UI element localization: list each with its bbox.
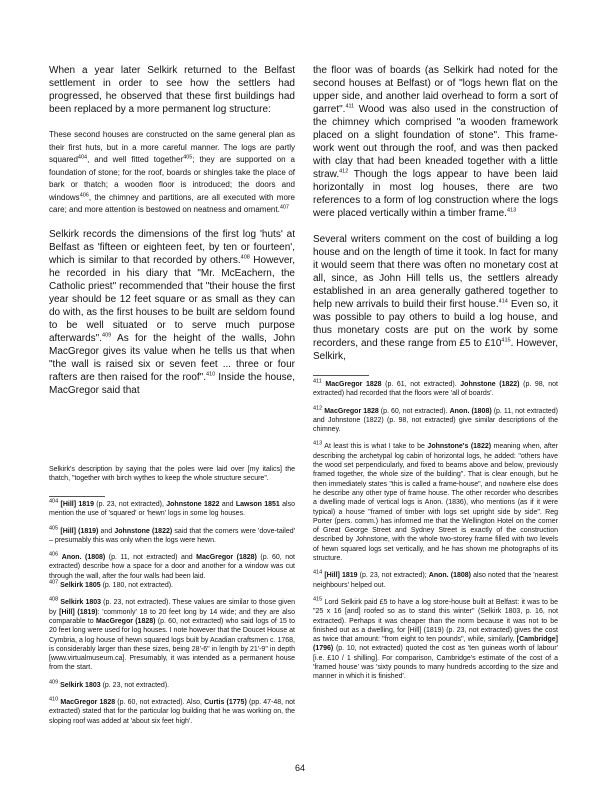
footnote-406: $^{406}$ Anon. (1808) (p. 11, not extracted) and MacGregor (1828) (p. 60, not extracted) describe how a space for a door and another for a window was cut through the wall, after the four walls had been laid. (49, 551, 295, 580)
left-footnote-list (49, 500, 295, 726)
left-column (49, 64, 295, 397)
right-paragraph-1: the floor was of boards (as Selkirk had noted for the second houses at Belfast) or of "logs hewn flat on the upper side, and another laid overhead to form a sort of garret".$^{411}$ Wood was also used in the construction of the chimney which comprised "a wooden framework placed on a slight foundation of stone". This frame-work went out through the roof, and was then packed with clay that had been kneaded together with a little straw.$^{412}$ Though the logs appear to have been laid horizontally in most log houses, there are two references to a form of log construction where the logs were placed vertically within a timber frame.$^{413}$ (313, 65, 558, 219)
footnote-410: $^{410}$ MacGregor 1828 (p. 60, not extracted). Also, Curtis (1775) (pp. 47-48, not extracted) stated that for the particular log building that he was working on, the sloping roof was added at 'about six feet high'. (49, 696, 295, 725)
footnote-rule-right (313, 375, 369, 376)
footnote-407: $^{407}$ Selkirk 1805 (p. 180, not extracted). (49, 579, 173, 590)
footnote-405: $^{405}$ [Hill] (1819) and Johnstone (1822) said that the corners were 'dove-tailed' – presumably this was only when the logs were hewn. (49, 525, 295, 544)
right-column (313, 64, 558, 363)
left-paragraph-2: Selkirk records the dimensions of the first log 'huts' at Belfast as 'fifteen or eighteen feet, by ten or fourteen', which is similar to that recorded by others.$^{408}$ However, he recorded in his diary that "Mr. McEachern, the Catholic priest" recommended that "their house the first year should be 12 feet square or as small as they can do with, as the first houses to be built are seldom found to be well situated or to serve much purpose afterwards".$^{409}$ As for the height of the walls, John MacGregor gives its value when he tells us that when "the wall is raised six or seven feet ... three or four rafters are then raised for the roof".$^{410}$ Inside the house, MacGregor said that (49, 228, 296, 396)
footnote-415: $^{415}$ Lord Selkirk paid £5 to have a log store-house built at Belfast: it was to be "25 x 16 [and] roofed so as to stand this winter" (Selkirk 1803, p. 16, not extracted). Perhaps it was cheaper than the norm because it was not to be finished out as a dwelling, for [Hill] (1819) (p. 23, not extracted) gives the cost as twice that amount: "from eight to ten pounds", while, similarly, [Cambridge] (1796) (p. 10, not extracted) quoted the cost as 'ten guineas worth of labour' [i.e. £10 / 1 shilling]. For comparison, Cambridge's estimate of the cost of a 'framed house' was 'sixty pounds to many hundreds according to the size and manner in which it is finished'. (313, 596, 558, 681)
footnote-413: $^{413}$ At least this is what I take to be Johnstone's (1822) meaning when, after describing the archetypal log cabin of horizontal logs, he added: "others have the wood set perpendicularly, and fixed to beams above and below, previously framed together, the whole size of the building". That is clear enough, but he then immediately states "this is called a frame-house", and nowhere else does he describe any other type of frame house. The other recorder who describes a dwelling made of vertical logs is Anon. (1836), who mentions (as if it were typical) a house "framed of timber with logs set upright side by side". Reg Porter (pers. comm.) has informed me that the Wellington Hotel on the corner of Great George Street and Sydney Street is exactly of the construction described by Johnstone, with the whole two-storey frame filled with two levels of hewn squared logs set vertically, and he has shown me photographs of its structure. (313, 441, 559, 563)
footnote-411: $^{411}$ MacGregor 1828 (p. 61, not extracted). Johnstone (1822) (p. 98, not extracted) had recorded that the floors were 'all of boards'. (313, 378, 558, 398)
footnote-409: $^{409}$ Selkirk 1803 (p. 23, not extracted). (49, 679, 170, 689)
footnote-412: $^{412}$ MacGregor 1828 (p. 60, not extracted). Anon. (1808) (p. 11, not extracted) and Johnstone (1822) (p. 98, not extracted) give similar descriptions of the chimney. (313, 405, 559, 434)
footnote-continuation: Selkirk's description by saying that the poles were laid over [my italics] the thatch, "together with birch wythes to keep the whole structure secure". (49, 466, 295, 483)
footnote-rule (49, 496, 105, 497)
right-paragraph-2: Several writers comment on the cost of building a log house and on the length of time it took. In fact for many it would seem that there was often no monetary cost at all, since, as John Hill tells us, the settlers already established in an area generally gathered together to help new arrivals to build their first house.$^{414}$ Even so, it was possible to pay others to build a log house, and thus monetary costs are put on the work by some recorders, and these range from £5 to $£10^{415}$. However, Selkirk, (313, 234, 559, 362)
footnote-414: $^{414}$ [Hill] 1819 (p. 23, not extracted); Anon. (1808) also noted that the 'nearest neighbours' helped out. (313, 570, 558, 589)
left-paragraph-1: When a year later Selkirk returned to the Belfast settlement in order to see how the settlers had progressed, he observed that these first buildings had been replaced by a more permanent log structure: (49, 65, 295, 115)
left-footnotes (49, 465, 295, 484)
footnote-404: $^{404}$ [Hill] 1819 (p. 23, not extracted), Johnstone 1822 and Lawson 1851 also mention the use of 'squared' or 'hewn' logs in some log houses. (49, 498, 295, 518)
right-footnote-list (313, 380, 558, 682)
footnote-408: $^{408}$ Selkirk 1803 (p. 23, not extracted). These values are similar to those given by [Hill] (1819): 'commonly' 18 to 20 feet long by 14 wide; and they are also comparable to MacGregor (1828) (p. 60, not extracted) who said logs of 15 to 20 feet long were used for log houses. I note however that the Doucet House at Cymbria, a log house of hewn squared logs built by Acadian craftsmen c. 1768, is considerably larger than these sizes, being 28'-6" in length by 21'-9" in depth [www.virtualmuseum.ca]. Presumably, it was intended as a permanent house from the start. (49, 597, 296, 672)
page-number: 64 (294, 763, 305, 773)
block-quote: These second houses are constructed on the same general plan as their first huts, but in a more careful manner. The logs are partly squared$^{404}$, and well fitted together$^{405}$; they are supported on a foundation of stone; for the roof, boards or shingles take the place of bark or thatch; a wooden floor is introduced; the doors and windows$^{406}$, the chimney and partitions, are all executed with more care; and more attention is bestowed on neatness and ornament.$^{407}$ (49, 130, 295, 214)
